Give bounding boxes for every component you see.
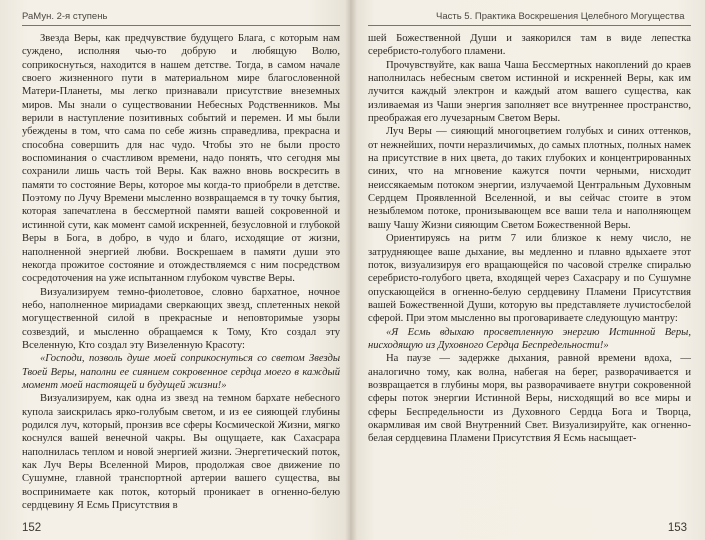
paragraph: На паузе — задержке дыхания, равной времени вдоха, — аналогично тому, как волна, набегая на берег, разворачивается и возвращается в глубины моря, вы разворачиваете внутри сокровенной сферы поток энергии Истинной Веры, нисходящий во все миры и сферы Беспредельности из Духовного Сердца Бога и Творца, окармливая им свой Внутренний Свет. Визуализируйте, как огненно-белая сердцевина Пламени Присутствия Я Есмь насыщает- [368, 353, 691, 445]
right-page [350, 0, 705, 540]
paragraph: Ориентируясь на ритм 7 или близкое к нему число, не затрудняющее ваше дыхание, вы медленно и плавно вдыхаете этот поток, визуализируя его вращающейся по часовой стрелке спиралью серебристо-голубого цвета, входящей через Сахасрару и по Сушумне опускающейся в огненно-белую сердцевину Пламени Присутствия вашей Божественной Души, которую вы представляете лучистосбелой сферой. При этом мысленно вы проговариваете следующую мантру: [368, 233, 691, 325]
left-page [0, 0, 350, 540]
paragraph: Визуализируем, как одна из звезд на темном бархате небесного купола заискрилась ярко-голубым светом, и из ее сияющей глубины родился луч, который, пронзив все сферы Космической Жизни, мягко коснулся вашей венечной чакры. Вы ощущаете, как Сахасрара наполнилась теплом и новой энергией жизни. Энергетический поток, как Луч Веры Вселенной Миров, продолжая свое движение по Сушумне, главной транспортной артерии вашего существа, вы воспринимаете как поток, который проникает в огненно-белую сердцевину Я Есмь Присутствия в [22, 393, 340, 512]
paragraph: Звезда Веры, как предчувствие будущего Блага, с которым нам суждено, исполняя чью-то добрую и любящую Волю, соприкоснуться, находится в нашем детстве. Тогда, в самом начале своего жизненного пути в материальном мире благословенной Матери-Планеты, мы легко признавали присутствие внеземных миров. Мы знали о существовании Небесных Родственников. Мы верили в наступление позитивных событий и перемен. И мы были убеждены в том, что сама по себе жизнь справедлива, прекрасна и способна совершить для нас чудо. Чтобы это не были просто воспоминания о счастливом времени, надо понять, что сегодня мы сохранили лишь часть той Веры. Как важно вновь воскресить в памяти то состояние Веры, которое мы когда-то приобрели в детстве. Поэтому по Лучу Времени мысленно возвращаемся в ту точку бытия, которая запечатлена в бессмертной памяти вашей сокровенной и истинной сути, как момент самой искренней, безусловной и глубокой Веры в Бога, в добро, в чудо и благо, исходящие от жизни, наполненной энергией любви. Воскрешаем в памяти души это некогда прожитое состояние и отождествляемся с ним посредством сосредоточения на уже испытанном глубоком чувстве Веры. [22, 33, 340, 285]
paragraph: Прочувствуйте, как ваша Чаша Бессмертных накоплений до краев наполнилась небесным светом истинной и искренней Веры, как им лучится каждый электрон и каждый атом вашего существа, как изливаемая из Чаши энергия заполняет все внутреннее пространство, преображая его лучезарным Светом Веры. [368, 59, 691, 125]
paragraph: Визуализируем темно-фиолетовое, словно бархатное, ночное небо, наполненное мириадами сверкающих звезд, сплетенных некой могущественной силой в прекрасные и неповторимые узоры созвездий, и мысленно обращаемся к Тому, Кто создал эту Вселенную, Кто создал эту Визеленную Красоту: [22, 286, 340, 351]
right-running-header: Часть 5. Практика Воскрешения Целебного Могущества [368, 0, 691, 26]
left-page-number: 152 [22, 522, 42, 534]
prayer-quote: «Господи, позволь душе моей соприкоснуться со светом Звезды Твоей Веры, наполни ее сиянием сокровенное сердца моего в каждый момент моей настоящей и будущей жизни!» [22, 353, 340, 391]
left-page-text [22, 32, 340, 512]
left-running-header: РаМун. 2-я ступень [22, 0, 340, 26]
mantra-quote: «Я Есмь вдыхаю просветленную энергию Истинной Веры, нисходящую из Духовного Сердца Беспредельности!» [368, 326, 691, 351]
right-page-text [368, 32, 691, 446]
paragraph: Луч Веры — сияющий многоцветием голубых и синих оттенков, от нежнейших, почти неразличимых, до самых плотных, полных намек на присутствие в них цвета, до таких глубоких и концентрированных синих, что на мгновение кажутся почти черными, нисходит неиссякаемым потоком энергии, излучаемой Центральным Духовным Сердцем Проявленной Вселенной, и вы сейчас стоите в этом незыблемом потоке, пронизывающем все ваши тела и наполняющем вашу Чашу Жизни сияющим Светом Божественной Веры. [368, 126, 692, 231]
paragraph-continuation: шей Божественной Души и заякорился там в виде лепестка серебристо-голубого пламени. [368, 33, 691, 58]
right-page-number: 153 [667, 522, 687, 534]
